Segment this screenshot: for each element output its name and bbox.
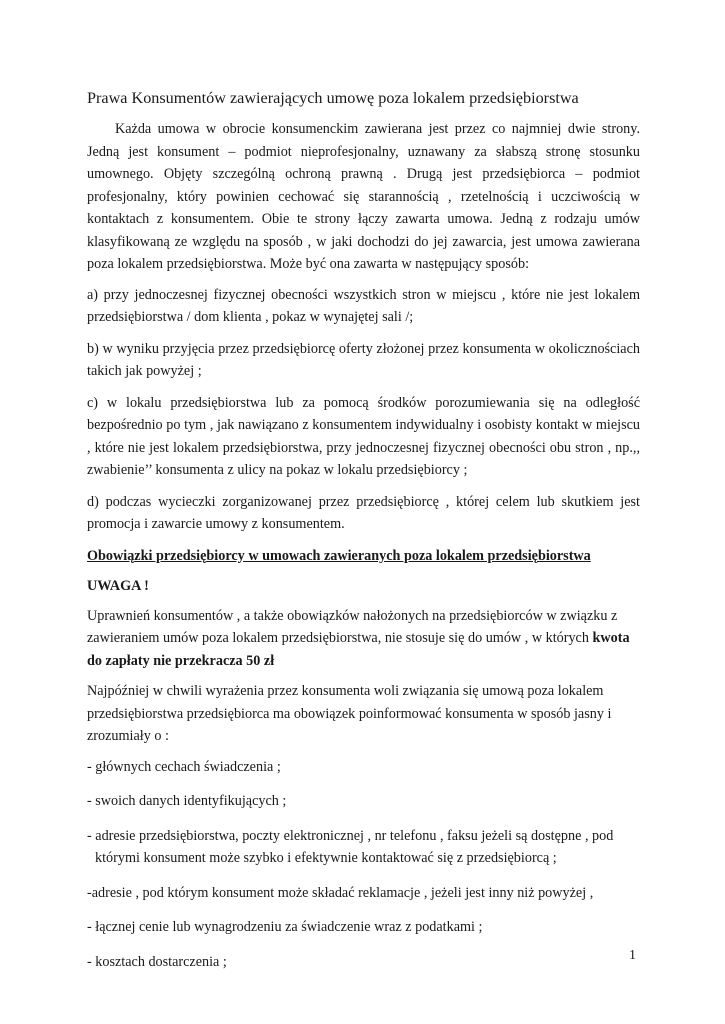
duty-item: - kosztach dostarczenia ; (87, 953, 227, 970)
duty-item: - adresie przedsiębiorstwa, poczty elektronicznej , nr telefonu , faksu jeżeli są dostępne , pod którymi konsument może szybko i efektywnie kontaktować się z przedsiębiorcą ; (87, 827, 614, 866)
duty-intro-paragraph: Najpóźniej w chwili wyrażenia przez konsumenta woli związania się umową poza lokalem przedsiębiorstwa przedsiębiorca ma obowiązek poinformować konsumenta w sposób jasny i zrozumiały o : (87, 683, 612, 744)
duty-item: -adresie , pod którym konsument może składać reklamacje , jeżeli jest inny niż powyżej , (87, 884, 594, 901)
list-item-a: a) przy jednoczesnej fizycznej obecności wszystkich stron w miejscu , które nie jest lokalem przedsiębiorstwa / dom klienta , pokaz w wynajętej sali /; (87, 286, 640, 325)
intro-paragraph: Każda umowa w obrocie konsumenckim zawierana jest przez co najmniej dwie strony. Jedną jest konsument – podmiot nieprofesjonalny, uznawany za słabszą stronę stosunku umownego. Objęty szczególną ochroną prawną . Drugą jest przedsiębiorca – podmiot profesjonalny, który powinien cechować się starannością , rzetelnością i uczciwością w kontaktach z konsumentem. Obie te strony łączy zawarta umowa. Jedną z rodzaju umów klasyfikowaną ze względu na sposób , w jaki dochodzi do jej zawarcia, jest umowa zawierana poza lokalem przedsiębiorstwa. Może być ona zawarta w następujący sposób: (87, 121, 640, 272)
list-item-c: c) w lokalu przedsiębiorstwa lub za pomocą środków porozumiewania się na odległość bezpośrednio po tym , jak nawiązano z konsumentem indywidualny i osobisty kontakt w miejscu , które nie jest lokalem przedsiębiorstwa, przy jednoczesnej fizycznej obecności obu stron , np.,, zwabienie’’ konsumenta z ulicy na pokaz w lokalu przedsiębiorcy ; (87, 394, 640, 478)
section-heading: Obowiązki przedsiębiorcy w umowach zawieranych poza lokalem przedsiębiorstwa (87, 547, 591, 564)
warning-amount: kwota do zapłaty nie przekracza 50 zł (87, 630, 630, 669)
list-item-b: b) w wyniku przyjęcia przez przedsiębiorcę oferty złożonej przez konsumenta w okolicznościach takich jak powyżej ; (87, 340, 640, 379)
page-number: 1 (629, 948, 636, 963)
duty-item: - łącznej cenie lub wynagrodzeniu za świadczenie wraz z podatkami ; (87, 919, 483, 935)
duty-item: - głównych cechach świadczenia ; (87, 758, 281, 775)
list-item-d: d) podczas wycieczki zorganizowanej przez przedsiębiorcę , której celem lub skutkiem jest promocja i zawarcie umowy z konsumentem. (87, 493, 640, 532)
document-page (87, 86, 640, 985)
warning-paragraph (87, 605, 640, 673)
document-title: Prawa Konsumentów zawierających umowę poza lokalem przedsiębiorstwa (87, 89, 579, 107)
duty-item: - swoich danych identyfikujących ; (87, 793, 287, 809)
warning-text: Uprawnień konsumentów , a także obowiązków nałożonych na przedsiębiorców w związku z zawieraniem umów poza lokalem przedsiębiorstwa, nie stosuje się do umów , w których (87, 607, 618, 646)
warning-label: UWAGA ! (87, 577, 149, 594)
